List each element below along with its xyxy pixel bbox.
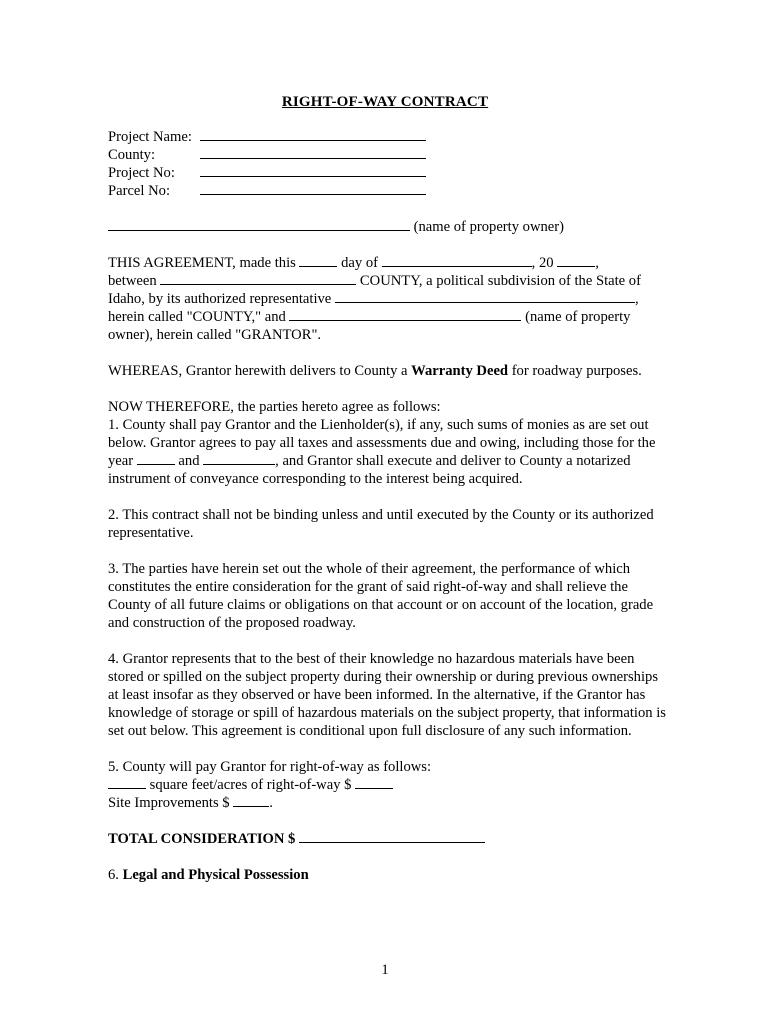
total-consideration-blank[interactable] [299, 830, 485, 843]
agreement-text: herein called "COUNTY," and [108, 309, 290, 325]
project-name-label: Project Name: [108, 129, 192, 145]
month-blank[interactable] [382, 254, 532, 267]
clause-6-heading: Legal and Physical Possession [122, 867, 309, 883]
agreement-paragraph [108, 254, 668, 344]
area-blank[interactable] [108, 776, 146, 789]
agreement-text: day of [337, 255, 382, 271]
county-label: County: [108, 147, 156, 163]
clause-5 [108, 758, 668, 812]
now-therefore-text: NOW THEREFORE, the parties hereto agree as follows: [108, 399, 441, 415]
day-blank[interactable] [299, 254, 337, 267]
agreement-text: , 20 [531, 255, 558, 271]
clause-1-text: 1. County shall pay Grantor and the Lienholder(s), if any, such sums of monies as are set out below. Grantor agrees to pay all taxes and assessments due and owing, including those [108, 417, 649, 451]
agreement-text: owner), herein called "GRANTOR". [108, 327, 322, 343]
whereas-text: for roadway purposes. [508, 363, 642, 379]
clause-3: 3. The parties have herein set out the whole of their agreement, the performance of which constitutes the entire consideration for the grant of said right-of-way and shall relieve the County of all future claims or obligations on that account or on account of the location, grade and construction of the proposed roadway. [108, 561, 654, 631]
parcel-no-label: Parcel No: [108, 183, 171, 199]
county-row [108, 146, 668, 164]
agreement-text: , [595, 255, 599, 271]
document-title: RIGHT-OF-WAY CONTRACT [281, 94, 489, 110]
representative-blank[interactable] [335, 290, 635, 303]
clause-5-text: . [269, 795, 273, 811]
property-owner-blank[interactable] [108, 218, 410, 231]
clause-1-text: , and Grantor shall execute and deliver to County a notarized instrument of conveyance corresponding to the interest being acquired. [108, 453, 631, 487]
parcel-no-blank[interactable] [200, 182, 426, 195]
project-no-row [108, 164, 668, 182]
clause-5-intro: 5. County will pay Grantor for right-of-way as follows: [108, 759, 432, 775]
clause-6 [108, 866, 668, 884]
clause-4: 4. Grantor represents that to the best of their knowledge no hazardous materials have been stored or spilled on the subject property during their ownership or during previous ownerships at least insofar as they observed or have been informed. In the alternative, if the Grantor has knowledge of storage or spill of hazardous materials on the subject property, that information is set out below. This agreement is conditional upon full disclosure of any such information. [108, 651, 666, 739]
agreement-text: between [108, 273, 161, 289]
site-improvements-blank[interactable] [233, 794, 269, 807]
project-name-blank[interactable] [200, 128, 426, 141]
total-consideration-label: TOTAL CONSIDERATION $ [108, 831, 299, 847]
whereas-paragraph [108, 362, 668, 380]
total-consideration [108, 830, 668, 848]
warranty-deed-text: Warranty Deed [411, 363, 509, 379]
agreement-text: , [634, 291, 639, 307]
tax-year-2-blank[interactable] [203, 452, 275, 465]
row-amount-blank[interactable] [355, 776, 393, 789]
tax-year-1-blank[interactable] [137, 452, 175, 465]
agreement-text: (name of property [521, 309, 631, 325]
project-no-label: Project No: [108, 165, 175, 181]
year-blank[interactable] [557, 254, 595, 267]
clause-5-text: square feet/acres of right-of-way $ [146, 777, 356, 793]
grantor-name-blank[interactable] [289, 308, 521, 321]
agreement-text: THIS AGREEMENT, made this [108, 255, 300, 271]
agreement-text: COUNTY, a political subdivision of the State of [356, 273, 641, 289]
page-number: 1 [381, 962, 389, 978]
property-owner-line [108, 218, 668, 236]
clause-6-number: 6. [108, 867, 123, 883]
property-owner-caption: (name of property owner) [410, 219, 564, 235]
clause-2: 2. This contract shall not be binding unless and until executed by the County or its authorized representative. [108, 507, 654, 541]
agreement-text: Idaho, by its authorized representative [108, 291, 335, 307]
clause-5-text: Site Improvements $ [108, 795, 234, 811]
clause-1-text: and [174, 453, 204, 469]
project-no-blank[interactable] [200, 164, 426, 177]
clause-1 [108, 416, 668, 488]
document-body [108, 128, 668, 902]
clause-1-text: for the year [108, 435, 656, 469]
whereas-text: WHEREAS, Grantor herewith delivers to County a [108, 363, 412, 379]
parcel-no-row [108, 182, 668, 200]
county-name-blank[interactable] [160, 272, 356, 285]
project-name-row [108, 128, 668, 146]
county-blank[interactable] [200, 146, 426, 159]
